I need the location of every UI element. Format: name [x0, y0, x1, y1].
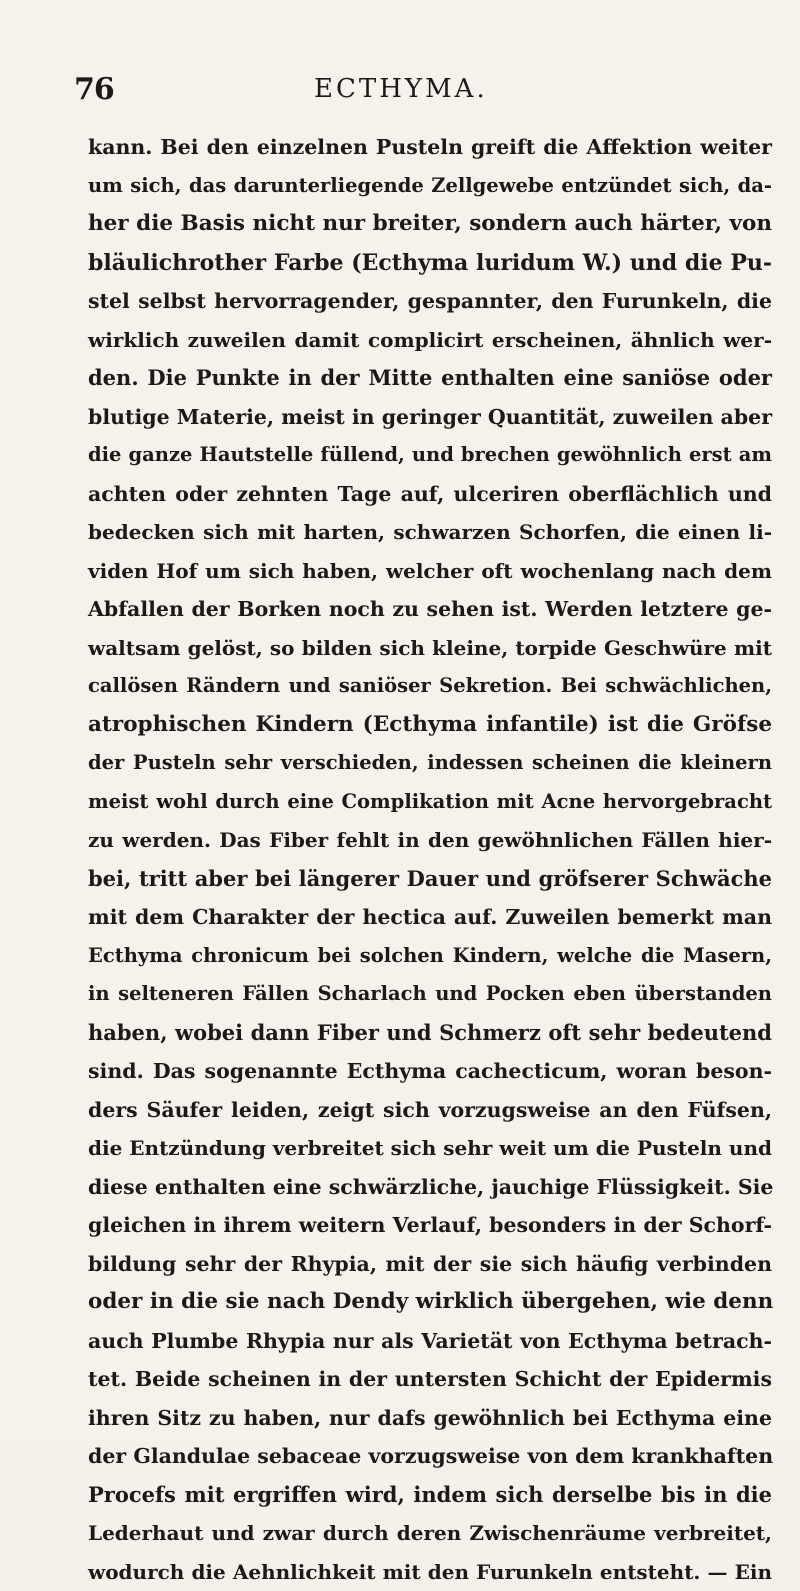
- text-line: mit dem Charakter der hectica auf. Zuweilen bemerkt man: [88, 898, 772, 937]
- text-line: sind. Das sogenannte Ecthyma cachecticum, woran beson-: [88, 1052, 772, 1091]
- text-line: bläulichrother Farbe (Ecthyma luridum W.) und die Pu-: [88, 244, 772, 283]
- text-line: her die Basis nicht nur breiter, sondern auch härter, von: [88, 205, 772, 244]
- text-line: die ganze Hautstelle füllend, und brechen gewöhnlich erst am: [88, 436, 772, 475]
- text-line: zu werden. Das Fiber fehlt in den gewöhnlichen Fällen hier-: [88, 821, 772, 860]
- text-line: auch Plumbe Rhypia nur als Varietät von Ecthyma betrach-: [88, 1322, 772, 1361]
- text-line: die Entzündung verbreitet sich sehr weit um die Pusteln und: [88, 1129, 772, 1168]
- text-line: kann. Bei den einzelnen Pusteln greift die Affektion weiter: [88, 128, 772, 167]
- text-line: tet. Beide scheinen in der untersten Schicht der Epidermis: [88, 1360, 772, 1399]
- text-line: in selteneren Fällen Scharlach und Pocken eben überstanden: [88, 975, 772, 1014]
- text-line: Procefs mit ergriffen wird, indem sich derselbe bis in die: [88, 1476, 772, 1515]
- text-line: Lederhaut und zwar durch deren Zwischenräume verbreitet,: [88, 1514, 772, 1553]
- text-line: blutige Materie, meist in geringer Quantität, zuweilen aber: [88, 398, 772, 437]
- page-number: 76: [74, 72, 114, 107]
- running-title: ECTHYMA.: [314, 74, 488, 104]
- text-line: oder in die sie nach Dendy wirklich übergehen, wie denn: [88, 1283, 772, 1322]
- text-line: bildung sehr der Rhypia, mit der sie sich häufig verbinden: [88, 1245, 772, 1284]
- text-line: haben, wobei dann Fiber und Schmerz oft sehr bedeutend: [88, 1014, 772, 1053]
- text-line: diese enthalten eine schwärzliche, jauchige Flüssigkeit. Sie: [88, 1168, 772, 1207]
- text-line: viden Hof um sich haben, welcher oft wochenlang nach dem: [88, 552, 772, 591]
- text-line: achten oder zehnten Tage auf, ulceriren oberflächlich und: [88, 475, 772, 514]
- text-line: der Pusteln sehr verschieden, indessen scheinen die kleinern: [88, 744, 772, 783]
- text-line: ihren Sitz zu haben, nur dafs gewöhnlich bei Ecthyma eine: [88, 1399, 772, 1438]
- text-line: Ecthyma chronicum bei solchen Kindern, welche die Masern,: [88, 937, 772, 976]
- body-text: [88, 128, 772, 1591]
- text-line: callösen Rändern und saniöser Sekretion. Bei schwächlichen,: [88, 667, 772, 706]
- text-line: gleichen in ihrem weitern Verlauf, besonders in der Schorf-: [88, 1206, 772, 1245]
- text-line: meist wohl durch eine Complikation mit Acne hervorgebracht: [88, 783, 772, 822]
- text-line: Abfallen der Borken noch zu sehen ist. Werden letztere ge-: [88, 590, 772, 629]
- text-line: wodurch die Aehnlichkeit mit den Furunkeln entsteht. — Ein: [88, 1553, 772, 1591]
- text-line: atrophischen Kindern (Ecthyma infantile) ist die Gröfse: [88, 706, 772, 745]
- running-head: [74, 72, 764, 112]
- text-line: waltsam gelöst, so bilden sich kleine, torpide Geschwüre mit: [88, 629, 772, 668]
- text-line: wirklich zuweilen damit complicirt erscheinen, ähnlich wer-: [88, 321, 772, 360]
- text-line: den. Die Punkte in der Mitte enthalten eine saniöse oder: [88, 359, 772, 398]
- text-line: bedecken sich mit harten, schwarzen Schorfen, die einen li-: [88, 513, 772, 552]
- text-line: der Glandulae sebaceae vorzugsweise von dem krankhaften: [88, 1437, 772, 1476]
- text-line: ders Säufer leiden, zeigt sich vorzugsweise an den Füfsen,: [88, 1091, 772, 1130]
- text-line: bei, tritt aber bei längerer Dauer und gröfserer Schwäche: [88, 860, 772, 899]
- text-line: stel selbst hervorragender, gespannter, den Furunkeln, die: [88, 282, 772, 321]
- text-line: um sich, das darunterliegende Zellgewebe entzündet sich, da-: [88, 167, 772, 206]
